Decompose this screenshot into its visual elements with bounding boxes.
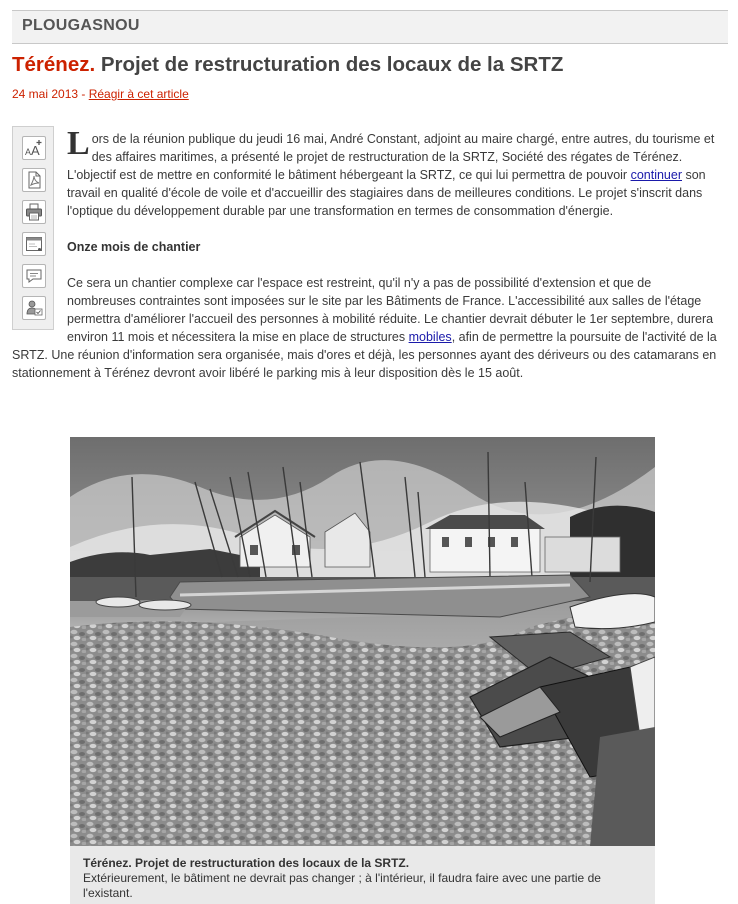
headline-title: Projet de restructuration des locaux de la SRTZ — [100, 53, 564, 76]
mobiles-link[interactable]: mobiles — [408, 330, 452, 344]
caption-title: Térénez. Projet de restructuration des locaux de la SRTZ. — [83, 856, 410, 870]
svg-text:A: A — [31, 143, 40, 158]
paragraph-2-text-a: Ce sera un chantier complexe car l'espace est restreint, qu'il n'y a pas de possibilité d'extension et que de nombreuses contraintes sont imposées sur le site par les Bâtiments de France. L'accessibilité aux salles de l'étage permettra d'améliorer l'accueil des personnes à mobilité réduite. Le chantier devrait débuter le 1er septembre, durera environ 11 mois et nécessitera la mise en place de structures — [67, 276, 714, 344]
paragraph-1-text-a: ors de la réunion publique du jeudi 16 mai, André Constant, adjoint au maire chargé, entre autres, du tourisme et des affaires maritimes, a présenté le projet de restructuration de la SRTZ, Société des régates de Térénez. L'objectif est de mettre en conformité le bâtiment hébergeant la SRTZ, ce qui lui permettra de pouvoir — [67, 132, 715, 182]
continuer-link[interactable]: continuer — [630, 168, 682, 182]
article-photo — [70, 437, 655, 846]
svg-text:A: A — [25, 147, 32, 157]
article-body — [12, 125, 718, 400]
toolbox-spacer — [12, 130, 67, 330]
article-headline — [12, 52, 728, 78]
date-separator: - — [78, 87, 89, 101]
caption-text: Extérieurement, le bâtiment ne devrait pas changer ; à l'intérieur, il faudra faire avec une partie de l'existant. — [83, 871, 601, 900]
comment-link[interactable]: Réagir à cet article — [88, 87, 189, 101]
dropcap: L — [67, 125, 90, 162]
paragraph-1 — [12, 125, 718, 220]
article-subheading: Onze mois de chantier — [67, 240, 201, 254]
article-dateline — [12, 86, 189, 102]
paragraph-1-text-b: son travail en qualité d'école de voile et d'accueillir des stagiaires dans de meilleures conditions. Le projet s'inscrit dans l'optique du développement durable par une transformation en termes de consommation d'énergie. — [67, 168, 706, 218]
photo-caption — [70, 846, 655, 904]
paragraph-2 — [12, 274, 718, 382]
headline-place: Térénez. — [12, 53, 96, 76]
harbor-photo — [70, 437, 655, 846]
article-date: 24 mai 2013 — [12, 87, 79, 101]
paragraph-2-text-b: , afin de permettre la poursuite de l'activité de la SRTZ. Une réunion d'information sera organisée, mais d'ores et déjà, les personnes ayant des dériveurs ou des catamarans en stationnement à Térénez devront avoir libéré le parking mis à leur disposition dès le 15 août. — [12, 330, 717, 380]
section-name: PLOUGASNOU — [22, 17, 140, 34]
section-header — [12, 10, 728, 44]
